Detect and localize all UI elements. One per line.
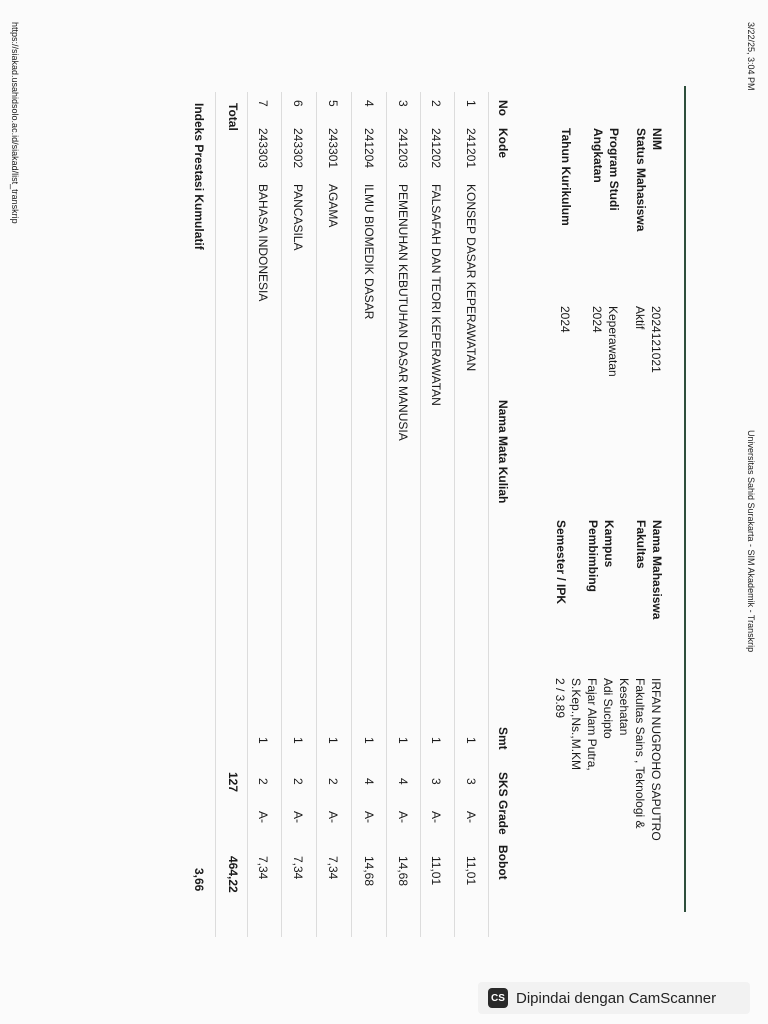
row-line bbox=[316, 92, 317, 937]
row-7-kode: 243303 bbox=[256, 128, 270, 169]
col-header-grade: Grade bbox=[496, 800, 510, 835]
info-value-angkatan: 2024 bbox=[590, 306, 604, 333]
info-label-fakultas: Fakultas bbox=[634, 520, 648, 569]
row-2-smt: 1 bbox=[429, 737, 443, 744]
info-value-fakultas: Fakultas Sains , Teknologi & Kesehatan bbox=[617, 678, 647, 829]
info-value-nim: 2024121021 bbox=[649, 306, 663, 373]
row-4-nama: ILMU BIOMEDIK DASAR bbox=[362, 184, 376, 320]
total-label: Total bbox=[226, 103, 240, 131]
info-label-status: Status Mahasiswa bbox=[634, 128, 648, 232]
row-4-sks: 4 bbox=[362, 778, 376, 785]
row-2-kode: 241202 bbox=[429, 128, 443, 169]
total-bobot: 464,22 bbox=[226, 856, 240, 893]
row-line bbox=[420, 92, 421, 937]
ipk-label: Indeks Prestasi Kumulatif bbox=[192, 103, 206, 250]
row-1-smt: 1 bbox=[464, 737, 478, 744]
row-5-kode: 243301 bbox=[326, 128, 340, 169]
col-header-bobot: Bobot bbox=[496, 845, 510, 880]
row-1-no: 1 bbox=[464, 100, 478, 107]
info-value-prodi: Keperawatan bbox=[606, 306, 620, 377]
ipk-value: 3,66 bbox=[192, 868, 206, 892]
info-value-pembimbing: Fajar Alam Putra, S.Kep.,Ns.,M.KM bbox=[569, 678, 599, 771]
col-header-kode: Kode bbox=[496, 128, 510, 158]
info-label-kampus: Kampus bbox=[602, 520, 616, 568]
row-6-kode: 243302 bbox=[291, 128, 305, 169]
total-sks: 127 bbox=[226, 772, 240, 793]
row-3-sks: 4 bbox=[396, 778, 410, 785]
page-header-title: Universitas Sahid Surakarta - SIM Akademik - Transkrip bbox=[746, 430, 756, 653]
col-header-nama: Nama Mata Kuliah bbox=[496, 400, 510, 504]
row-2-bobot: 11,01 bbox=[429, 856, 443, 886]
row-2-sks: 3 bbox=[429, 778, 443, 785]
row-4-bobot: 14,68 bbox=[362, 856, 376, 887]
info-value-kampus: Adi Sucipto bbox=[601, 678, 615, 739]
header-row-line bbox=[488, 92, 489, 937]
row-5-nama: AGAMA bbox=[326, 184, 340, 228]
row-7-bobot: 7,34 bbox=[256, 856, 270, 880]
row-6-sks: 2 bbox=[291, 778, 305, 785]
info-value-ipk-semester: 2 / 3.89 bbox=[553, 678, 567, 719]
row-5-smt: 1 bbox=[326, 737, 340, 744]
row-1-bobot: 11,01 bbox=[464, 856, 478, 886]
row-3-kode: 241203 bbox=[396, 128, 410, 169]
print-datetime: 3/22/25, 3:04 PM bbox=[746, 22, 756, 91]
row-4-no: 4 bbox=[362, 100, 376, 107]
row-2-grade: A- bbox=[429, 811, 443, 823]
row-7-smt: 1 bbox=[256, 737, 270, 744]
row-3-nama: PEMENUHAN KEBUTUHAN DASAR MANUSIA bbox=[396, 184, 410, 441]
row-3-grade: A- bbox=[396, 811, 410, 823]
header-divider bbox=[684, 86, 686, 912]
row-6-no: 6 bbox=[291, 100, 305, 107]
row-7-nama: BAHASA INDONESIA bbox=[256, 184, 270, 302]
row-1-kode: 241201 bbox=[464, 128, 478, 169]
row-3-no: 3 bbox=[396, 100, 410, 107]
row-6-bobot: 7,34 bbox=[291, 856, 305, 880]
row-2-nama: FALSAFAH DAN TEORI KEPERAWATAN bbox=[429, 184, 443, 406]
info-label-pembimbing: Pembimbing bbox=[586, 520, 600, 593]
row-line bbox=[281, 92, 282, 937]
camscanner-badge bbox=[478, 982, 750, 1014]
info-label-nama: Nama Mahasiswa bbox=[650, 520, 664, 620]
row-1-sks: 3 bbox=[464, 778, 478, 785]
row-1-grade: A- bbox=[464, 811, 478, 823]
row-3-bobot: 14,68 bbox=[396, 856, 410, 887]
info-value-kurikulum: 2024 bbox=[558, 306, 572, 333]
info-label-kurikulum: Tahun Kurikulum bbox=[559, 128, 573, 226]
row-6-grade: A- bbox=[291, 811, 305, 823]
row-6-smt: 1 bbox=[291, 737, 305, 744]
row-7-grade: A- bbox=[256, 811, 270, 823]
row-6-nama: PANCASILA bbox=[291, 184, 305, 251]
col-header-sks: SKS bbox=[496, 772, 510, 797]
total-row-line bbox=[215, 92, 216, 937]
row-line bbox=[454, 92, 455, 937]
row-7-no: 7 bbox=[256, 100, 270, 107]
col-header-no: No bbox=[496, 100, 510, 116]
info-value-nama: IRFAN NUGROHO SAPUTRO bbox=[649, 678, 663, 841]
col-header-smt: Smt bbox=[496, 727, 510, 750]
info-label-angkatan: Angkatan bbox=[591, 128, 605, 183]
row-4-kode: 241204 bbox=[362, 128, 376, 169]
row-2-no: 2 bbox=[429, 100, 443, 107]
row-4-grade: A- bbox=[362, 811, 376, 823]
row-4-smt: 1 bbox=[362, 737, 376, 744]
info-label-ipk-semester: Semester / IPK bbox=[554, 520, 568, 605]
row-line bbox=[247, 92, 248, 937]
row-5-no: 5 bbox=[326, 100, 340, 107]
info-value-status: Aktif bbox=[633, 306, 647, 330]
row-5-grade: A- bbox=[326, 811, 340, 823]
row-5-bobot: 7,34 bbox=[326, 856, 340, 880]
row-3-smt: 1 bbox=[396, 737, 410, 744]
info-label-nim: NIM bbox=[650, 128, 664, 150]
row-1-nama: KONSEP DASAR KEPERAWATAN bbox=[464, 184, 478, 372]
info-label-prodi: Program Studi bbox=[607, 128, 621, 211]
camscanner-logo-icon: CS bbox=[488, 988, 508, 1008]
row-5-sks: 2 bbox=[326, 778, 340, 785]
row-line bbox=[351, 92, 352, 937]
footer-url: https://siakad.usahidsolo.ac.id/siakad/list_transkrip bbox=[10, 22, 20, 224]
row-7-sks: 2 bbox=[256, 778, 270, 785]
row-line bbox=[386, 92, 387, 937]
camscanner-text: Dipindai dengan CamScanner bbox=[516, 989, 717, 1007]
